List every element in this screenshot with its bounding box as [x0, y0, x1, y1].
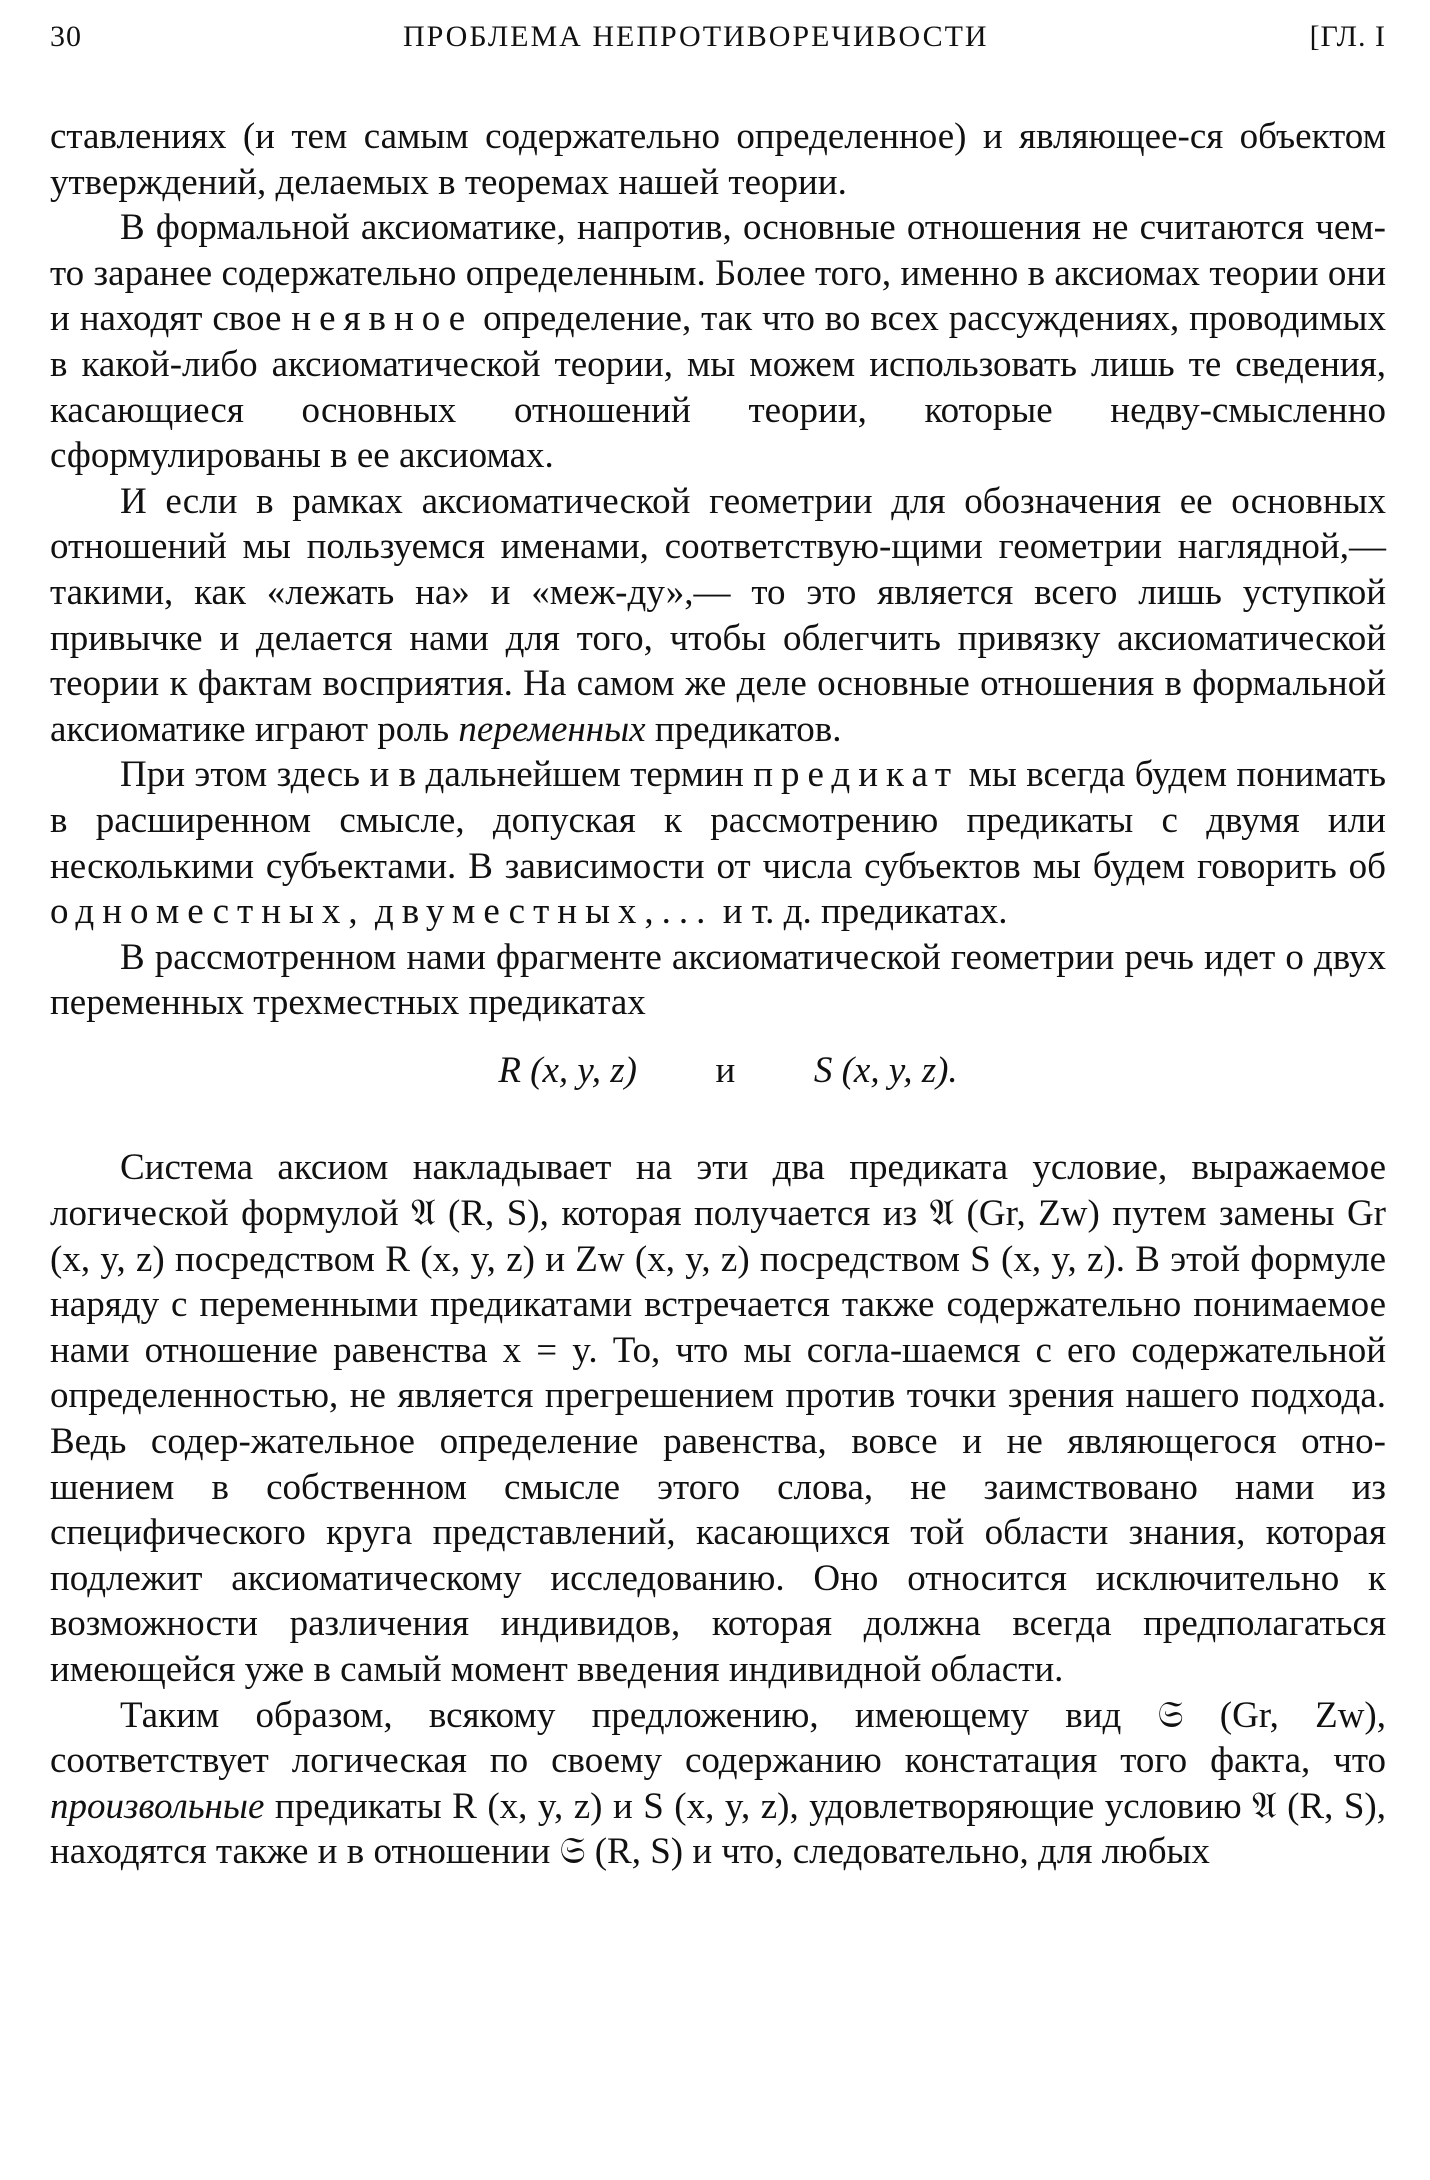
paragraph-2-spaced-term: неявное — [291, 298, 474, 340]
paragraph-7-text-b: предикаты R (x, y, z) и S (x, y, z), удовлетворяющие условию 𝔄 (R, S), находятся также и в отношении 𝔖 (R, S) и что, следовательно, для любых — [50, 1785, 1386, 1873]
paragraph-6 — [50, 1145, 1386, 1692]
paragraph-3-text-b: предикатов. — [645, 708, 842, 750]
paragraph-7 — [50, 1693, 1386, 1875]
chapter-marker: [ГЛ. I — [1309, 20, 1386, 53]
paragraph-7-italic-term: произвольные — [50, 1785, 265, 1827]
paragraph-1 — [50, 114, 1386, 205]
formula-predicate-r: R (x, y, z) — [498, 1049, 638, 1091]
paragraph-3-italic-term: переменных — [458, 708, 646, 750]
paragraph-4-spaced-term-predicate: предикат — [753, 754, 960, 796]
paragraph-4-spaced-term-onemplace: одноместных, — [50, 891, 366, 933]
running-head — [50, 14, 1386, 60]
paragraph-6-text: Система аксиом накладывает на эти два предиката условие, выражаемое логической формулой 𝔄 (R, S), которая получается из 𝔄 (Gr, Zw) путем замены Gr (x, y, z) посредством R (x, y, z) и Zw (x, y, z) посредством S (x, y, z). В этой формуле наряду с переменными предикатами встречается также содержательно понимаемое нами отношение равенства x = y. То, что мы согла-шаемся с его содержательной определенностью, не является прегрешением против точки зрения нашего подхода. Ведь содер-жательное определение равенства, вовсе и не являющегося отно-шением в собственном смысле этого слова, не заимствовано нами из специфического круга представлений, касающихся той области знания, которая подлежит аксиоматическому исследованию. Оно относится исключительно к возможности различения индивидов, которая должна всегда предполагаться имеющейся уже в самый момент введения индивидной области. — [50, 1147, 1386, 1690]
formula-conjunction: и — [715, 1049, 736, 1091]
paragraph-3-text-a: И если в рамках аксиоматической геометрии для обозначения ее основных отношений мы пользуемся именами, соответствую-щими геометрии наглядной,— такими, как «лежать на» и «меж-ду»,— то это является всего лишь уступкой привычке и делается нами для того, чтобы облегчить привязку аксиоматической теории к фактам восприятия. На самом же деле основные отношения в формальной аксиоматике играют роль — [50, 480, 1386, 750]
formula-predicate-s: S (x, y, z). — [813, 1049, 958, 1091]
paragraph-2-text-b: определение, так что во всех рассуждениях, проводимых в какой-либо аксиоматической теории, мы можем использовать лишь те сведения, касающиеся основных отношений теории, которые недву-смысленно сформулированы в ее аксиомах. — [50, 298, 1387, 477]
paragraph-1-text: ставлениях (и тем самым содержательно определенное) и являющее-ся объектом утверждений, делаемых в теоремах нашей теории. — [50, 116, 1386, 203]
display-formula — [50, 1048, 1386, 1094]
paragraph-4-text-b: мы всегда будем понимать в расширенном смысле, допуская к рассмотрению предикаты с двумя или несколькими субъектами. В зависимости от числа субъектов мы будем говорить об — [50, 754, 1386, 887]
paragraph-2 — [50, 205, 1386, 479]
running-title: ПРОБЛЕМА НЕПРОТИВОРЕЧИВОСТИ — [402, 20, 989, 53]
body-text — [50, 114, 1386, 1875]
paragraph-5-text: В рассмотренном нами фрагменте аксиоматической геометрии речь идет о двух переменных трехместных предикатах — [50, 936, 1386, 1024]
paragraph-4-space — [366, 891, 375, 932]
page-number: 30 — [50, 20, 82, 53]
paragraph-4-spaced-term-twoplace: двуместных,... — [374, 891, 714, 933]
paragraph-4-text-a: При этом здесь и в дальнейшем термин — [120, 754, 754, 796]
paragraph-5 — [50, 935, 1386, 1026]
paragraph-4-text-c: и т. д. предикатах. — [713, 891, 1008, 933]
paragraph-4 — [50, 752, 1386, 934]
paragraph-7-text-a: Таким образом, всякому предложению, имеющему вид 𝔖 (Gr, Zw), соответствует логическая по своему содержанию констатация того факта, что — [50, 1694, 1386, 1782]
paragraph-3 — [50, 479, 1386, 753]
paragraph-2-text-a: В формальной аксиоматике, напротив, основные отношения не считаются чем-то заранее содержательно определенным. Более того, именно в аксиомах теории они и находят свое — [50, 207, 1386, 340]
